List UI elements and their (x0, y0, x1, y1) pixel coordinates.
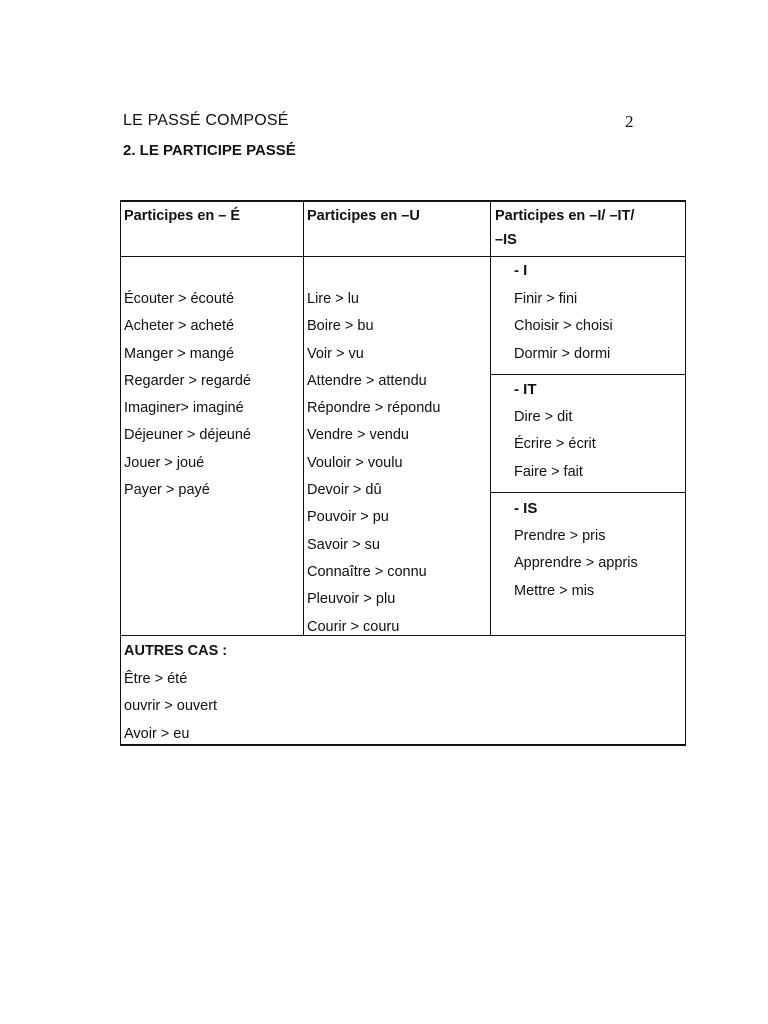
list-participles-e (124, 286, 251, 504)
list-item: Acheter > acheté (124, 318, 235, 335)
list-item: Répondre > répondu (307, 400, 441, 417)
list-item: ouvrir > ouvert (124, 698, 218, 715)
list-participles-i (514, 286, 613, 368)
list-item: Attendre > attendu (307, 372, 427, 389)
list-item: Regarder > regardé (124, 372, 251, 389)
participle-table (120, 200, 686, 746)
list-item: Dire > dit (514, 409, 573, 425)
header-col-u: Participes en –U (307, 208, 420, 224)
list-item: Dormir > dormi (514, 345, 611, 362)
list-item: Choisir > choisi (514, 318, 613, 335)
list-item: Mettre > mis (514, 582, 595, 599)
table-border-left (120, 200, 121, 746)
list-item: Faire > fait (514, 463, 583, 480)
list-item: Écrire > écrit (514, 436, 596, 453)
page-number: 2 (625, 112, 634, 131)
list-item: Voir > vu (307, 345, 364, 362)
list-item: Écouter > écouté (124, 291, 235, 307)
list-item: Savoir > su (307, 536, 380, 553)
list-item: Vouloir > voulu (307, 454, 403, 471)
list-item: Pouvoir > pu (307, 509, 389, 526)
table-border-right (685, 200, 686, 746)
list-item: Connaître > connu (307, 563, 427, 580)
list-participles-is (514, 523, 638, 605)
list-participles-u (307, 286, 440, 641)
header-col-e: Participes en – É (124, 208, 241, 224)
group-label-it: - IT (514, 381, 537, 398)
list-item: Prendre > pris (514, 528, 606, 544)
list-others (124, 666, 217, 748)
group-divider-1 (490, 374, 686, 375)
list-item: Déjeuner > déjeuné (124, 427, 251, 444)
list-item: Jouer > joué (124, 454, 205, 471)
list-item: Boire > bu (307, 318, 374, 335)
list-item: Avoir > eu (124, 725, 190, 742)
list-item: Lire > lu (307, 291, 359, 307)
list-item: Finir > fini (514, 291, 578, 307)
list-item: Payer > payé (124, 482, 210, 499)
list-item: Vendre > vendu (307, 427, 409, 444)
header-col-is: –IS (495, 232, 517, 248)
list-participles-it (514, 404, 596, 486)
header-divider (120, 256, 686, 257)
list-item: Apprendre > appris (514, 555, 638, 572)
group-label-i: - I (514, 262, 528, 279)
list-item: Pleuvoir > plu (307, 591, 396, 608)
list-item: Imaginer> imaginé (124, 400, 244, 417)
header-col-i-it: Participes en –I/ –IT/ (495, 208, 635, 224)
list-item: Être > été (124, 671, 188, 687)
list-item: Manger > mangé (124, 345, 235, 362)
group-divider-2 (490, 492, 686, 493)
column-divider-1 (303, 200, 304, 636)
table-border-top (120, 200, 686, 202)
document-title: LE PASSÉ COMPOSÉ (123, 112, 289, 129)
list-item: Devoir > dû (307, 482, 382, 499)
column-divider-2 (490, 200, 491, 636)
section-title: 2. LE PARTICIPE PASSÉ (123, 142, 296, 159)
group-label-is: - IS (514, 500, 538, 517)
list-item: Courir > couru (307, 618, 400, 635)
others-label: AUTRES CAS : (124, 643, 228, 659)
